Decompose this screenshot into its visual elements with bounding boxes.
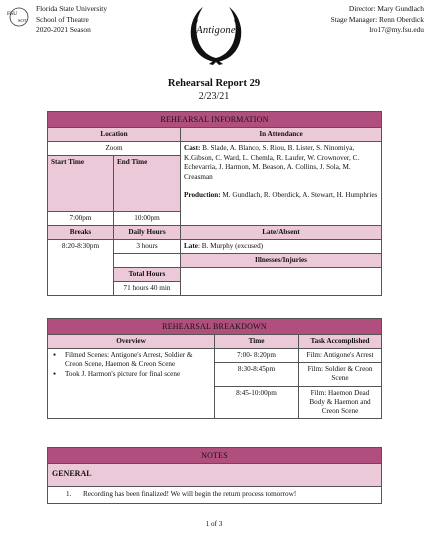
section-header: REHEARSAL INFORMATION	[48, 112, 382, 128]
rehearsal-information-table	[47, 111, 382, 296]
director: Director: Mary Gundlach	[348, 4, 424, 13]
illnesses-label: Illnesses/Injuries	[181, 254, 382, 268]
end-time-value: 10:00pm	[114, 212, 181, 226]
attendance-label: In Attendance	[181, 128, 382, 142]
production-line	[184, 191, 378, 201]
university-name: Florida State University	[36, 4, 108, 13]
late-value	[181, 240, 382, 254]
general-label: GENERAL	[48, 464, 382, 487]
show-emblem	[181, 2, 251, 70]
total-hours-value: 71 hours 40 min	[114, 282, 181, 296]
breaks-value: 8:20-8:30pm	[48, 240, 114, 296]
overview-cell	[48, 349, 215, 419]
overview-list	[51, 351, 211, 379]
cast-line	[184, 144, 378, 182]
time-header: Time	[215, 335, 299, 349]
list-item: ● Filmed Scenes: Antigone's Arrest, Soldier & Creon Scene, Haemon & Creon Scene	[51, 351, 211, 369]
daily-hours-spacer	[114, 254, 181, 268]
school-name: School of Theatre	[36, 14, 89, 24]
task-cell: Film: Haemon Dead Body & Haemon and Creon Scene	[299, 387, 382, 419]
start-time-value: 7:00pm	[48, 212, 114, 226]
stage-manager: Stage Manager: Renn Oberdick	[330, 14, 424, 24]
daily-hours-value: 3 hours	[114, 240, 181, 254]
page-header	[0, 0, 428, 72]
location-label: Location	[48, 128, 181, 142]
cast-list: B. Slade, A. Blanco, S. Riou, B. Lister, S. Ninomiya, K.Gibson, C. Ward, L. Chemla, R. Laufer, W. Crownover, C. Echevarria, J. Harmon, M. Beason, A. Collins, J. Sola, M. Creasman	[184, 144, 360, 181]
report-date: 2/23/21	[198, 91, 230, 102]
daily-hours-label: Daily Hours	[114, 226, 181, 240]
breaks-label: Breaks	[48, 226, 114, 240]
late-names: : B. Murphy (excused)	[197, 242, 264, 250]
total-hours-label: Total Hours	[114, 268, 181, 282]
notes-table	[47, 447, 382, 504]
section-header: REHEARSAL BREAKDOWN	[48, 319, 382, 335]
note-number: 1.	[66, 490, 72, 498]
email: lro17@my.fsu.edu	[369, 25, 424, 34]
note-item	[48, 487, 382, 504]
production-label: Production:	[184, 191, 221, 200]
overview-header: Overview	[48, 335, 215, 349]
fsu-sot-logo	[6, 6, 32, 28]
season: 2020-2021 Season	[36, 25, 91, 34]
show-title: Antigone	[196, 25, 236, 36]
section-header: NOTES	[48, 448, 382, 464]
location-value: Zoom	[48, 142, 181, 156]
page-number: 1 of 3	[205, 520, 223, 528]
laurel-wreath-icon	[181, 2, 251, 70]
task-header: Task Accomplished	[299, 335, 382, 349]
end-time-label: End Time	[114, 156, 181, 212]
school-info	[36, 4, 107, 36]
start-time-label: Start Time	[48, 156, 114, 212]
attendance-value	[181, 142, 382, 226]
time-cell: 8:30-8:45pm	[215, 363, 299, 387]
report-title: Rehearsal Report 29	[167, 78, 261, 89]
late-absent-label: Late/Absent	[181, 226, 382, 240]
task-cell: Film: Soldier & Creon Scene	[299, 363, 382, 387]
production-list: M. Gundlach, R. Oberdick, A. Stewart, H. Humphries	[220, 191, 378, 200]
svg-text:SOT: SOT	[18, 18, 27, 23]
list-item: ● Took J. Harmon's picture for final scene	[51, 370, 211, 379]
svg-text:FSU: FSU	[7, 11, 18, 17]
rehearsal-breakdown-table	[47, 318, 382, 419]
time-cell: 7:00- 8:20pm	[215, 349, 299, 363]
illnesses-value	[181, 268, 382, 296]
task-cell: Film: Antigone's Arrest	[299, 349, 382, 363]
note-text: Recording has been finalized! We will begin the return process tomorrow!	[82, 490, 297, 498]
staff-info	[331, 4, 424, 36]
late-prefix: Late	[184, 242, 198, 250]
time-cell: 8:45-10:00pm	[215, 387, 299, 419]
cast-label: Cast:	[184, 144, 201, 152]
